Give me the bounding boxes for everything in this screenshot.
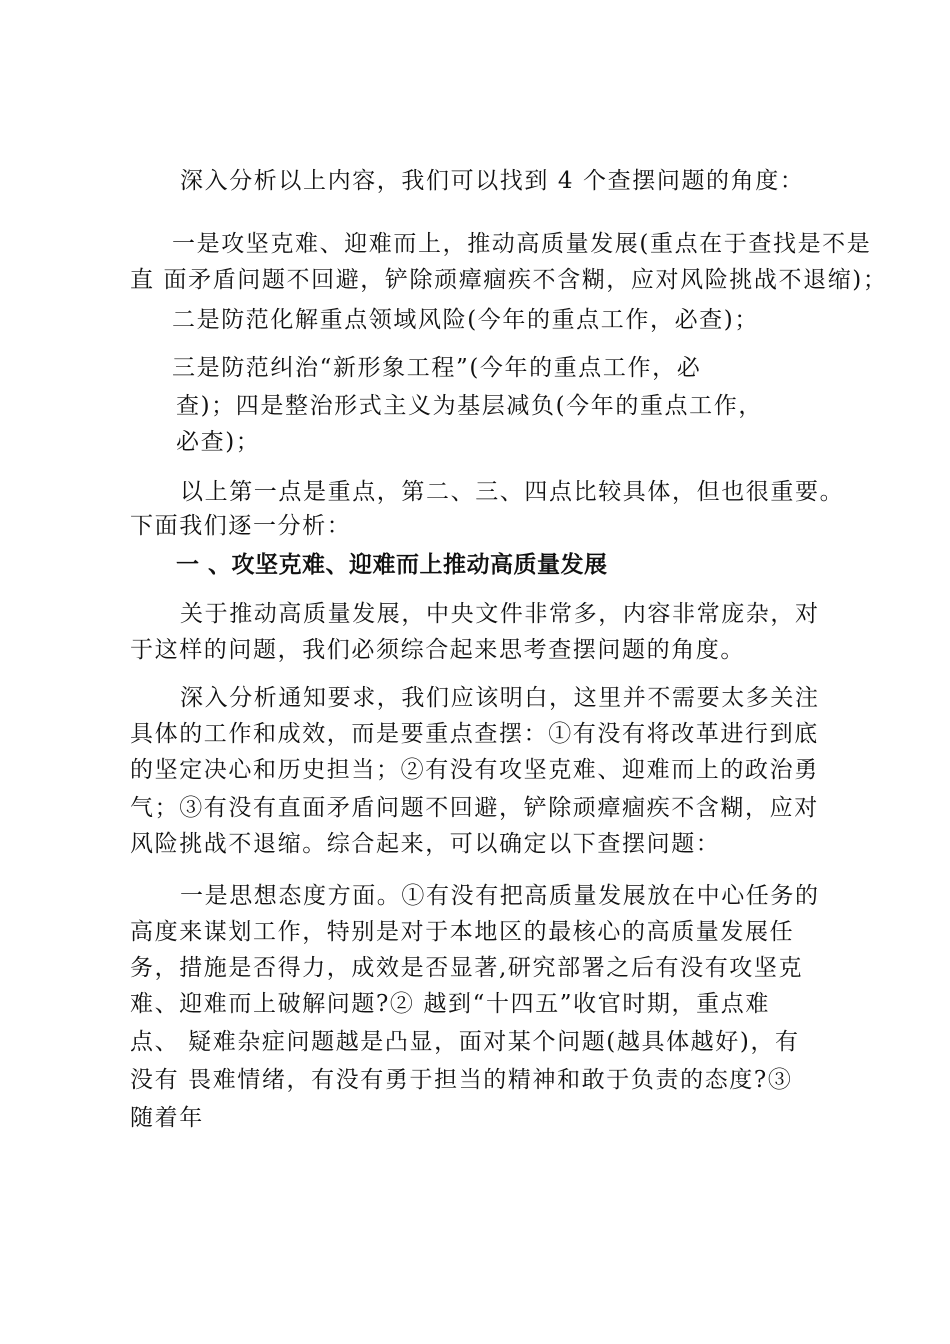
paragraph-intro: 深入分析以上内容，我们可以找到 4 个查摆问题的角度： <box>180 168 805 194</box>
paragraph-summary-line-1: 以上第一点是重点，第二、三、四点比较具体，但也很重要。 <box>180 479 845 505</box>
list-item-one-line-1: 一是攻坚克难、迎难而上，推动高质量发展(重点在于查找是不是 <box>172 231 872 257</box>
list-item-three-line-2: 查)；四是整治形式主义为基层减负(今年的重点工作， <box>176 393 763 419</box>
paragraph-attitude-line-4: 难、迎难而上破解问题?② 越到“十四五”收官时期，重点难 <box>130 991 770 1017</box>
list-item-three-line-1: 三是防范纠治“新形象工程”(今年的重点工作，必 <box>172 355 702 381</box>
paragraph-attitude-line-5: 点、 疑难杂症问题越是凸显，面对某个问题(越具体越好)，有 <box>130 1029 800 1055</box>
paragraph-summary-line-2: 下面我们逐一分析： <box>130 513 352 539</box>
paragraph-analysis-line-5: 风险挑战不退缩。综合起来，可以确定以下查摆问题： <box>130 831 721 857</box>
paragraph-attitude-line-2: 高度来谋划工作，特别是对于本地区的最核心的高质量发展任 <box>130 919 795 945</box>
paragraph-analysis-line-2: 具体的工作和成效，而是要重点查摆：①有没有将改革进行到底 <box>130 721 819 747</box>
paragraph-analysis-line-1: 深入分析通知要求，我们应该明白，这里并不需要太多关注 <box>180 685 820 711</box>
section-heading: 一 、攻坚克难、迎难而上推动高质量发展 <box>176 552 608 578</box>
paragraph-attitude-line-6: 没有 畏难情绪，有没有勇于担当的精神和敢于负责的态度?③ <box>130 1067 793 1093</box>
paragraph-high-quality-line-2: 于这样的问题，我们必须综合起来思考查摆问题的角度。 <box>130 637 745 663</box>
list-item-two: 二是防范化解重点领域风险(今年的重点工作，必查)； <box>172 307 759 333</box>
paragraph-high-quality-line-1: 关于推动高质量发展，中央文件非常多，内容非常庞杂，对 <box>180 601 820 627</box>
paragraph-analysis-line-4: 气；③有没有直面矛盾问题不回避，铲除顽瘴痼疾不含糊，应对 <box>130 795 819 821</box>
list-item-four-line-3: 必查)； <box>176 429 261 455</box>
paragraph-attitude-line-7: 随着年 <box>130 1105 204 1131</box>
paragraph-analysis-line-3: 的坚定决心和历史担当；②有没有攻坚克难、迎难而上的政治勇 <box>130 757 819 783</box>
paragraph-attitude-line-1: 一是思想态度方面。①有没有把高质量发展放在中心任务的 <box>180 883 820 909</box>
list-item-one-line-2: 直 面矛盾问题不回避，铲除顽瘴痼疾不含糊，应对风险挑战不退缩)； <box>130 267 888 293</box>
paragraph-attitude-line-3: 务，措施是否得力，成效是否显著,研究部署之后有没有攻坚克 <box>130 955 804 981</box>
